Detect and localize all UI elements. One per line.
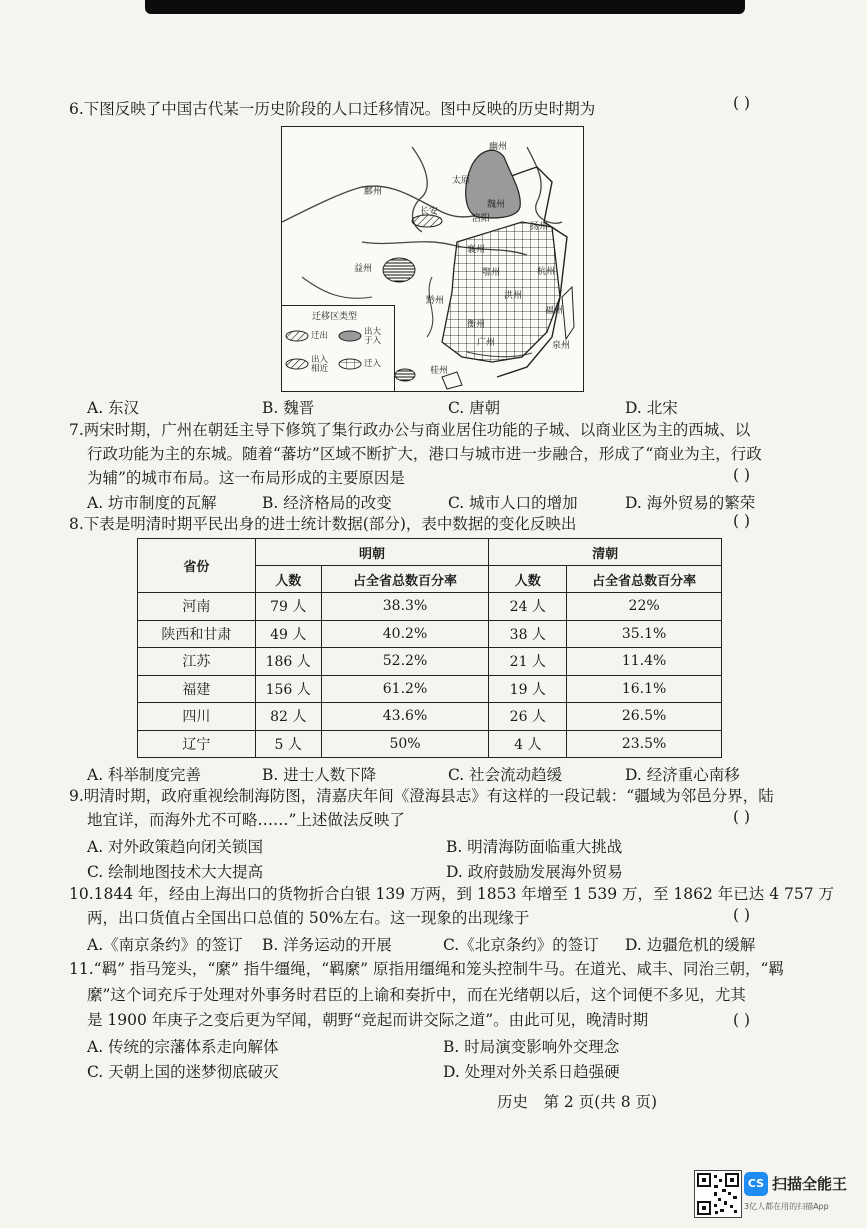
- q9-line-2: 地宜详，而海外尤不可略……”上述做法反映了: [87, 811, 405, 829]
- camscanner-tagline: 3亿人都在用的扫描App: [744, 1202, 829, 1211]
- q9-option-d[interactable]: D. 政府鼓励发展海外贸易: [446, 863, 623, 881]
- q7-line-1: 7.两宋时期，广州在朝廷主导下修筑了集行政办公与商业居住功能的子城、以商业区为主的西城、以: [69, 421, 751, 439]
- q11-line-2: 縻”这个词充斥于处理对外事务时君臣的上谕和奏折中，而在光绪朝以后，这个词便不多见，尤其: [87, 986, 746, 1004]
- table-row: [138, 675, 722, 703]
- cell-qing-count: 24 人: [489, 593, 567, 621]
- cell-qing-count: 38 人: [489, 620, 567, 648]
- place-label: 鄂州: [482, 268, 501, 278]
- header-ming-pct: 占全省总数百分率: [321, 566, 489, 593]
- q8-stem: 8.下表是明清时期平民出身的进士统计数据(部分)，表中数据的变化反映出: [69, 515, 577, 533]
- place-label: 益州: [354, 264, 373, 274]
- legend-swatches: [282, 306, 394, 392]
- cell-ming-count: 5 人: [255, 730, 321, 758]
- place-label: 泉州: [552, 341, 571, 351]
- legend-title: 迁移区类型: [312, 312, 358, 322]
- cell-qing-count: 26 人: [489, 703, 567, 731]
- place-label: 太原: [452, 176, 471, 186]
- place-label: 洪州: [504, 291, 523, 301]
- q8-option-d[interactable]: D. 经济重心南移: [625, 766, 740, 784]
- cell-ming-count: 156 人: [255, 675, 321, 703]
- q7-answer-paren: ( ): [733, 466, 751, 484]
- cell-qing-pct: 23.5%: [567, 730, 722, 758]
- q11-option-b[interactable]: B. 时局演变影响外交理念: [443, 1038, 620, 1056]
- cell-qing-count: 4 人: [489, 730, 567, 758]
- place-label: 杭州: [537, 267, 556, 277]
- cell-province: 江苏: [138, 648, 256, 676]
- cell-ming-pct: 50%: [321, 730, 489, 758]
- q8-option-b[interactable]: B. 进士人数下降: [262, 766, 377, 784]
- q11-line-1: 11.“羁” 指马笼头，“縻” 指牛缰绳，“羁縻” 原指用缰绳和笼头控制牛马。在道光、咸丰、同治三朝，“羁: [69, 960, 784, 978]
- cell-province: 河南: [138, 593, 256, 621]
- legend-out: 迁出: [311, 331, 329, 341]
- cell-ming-count: 79 人: [255, 593, 321, 621]
- header-province: 省份: [138, 539, 256, 593]
- cell-qing-pct: 16.1%: [567, 675, 722, 703]
- q11-option-a[interactable]: A. 传统的宗藩体系走向解体: [87, 1038, 279, 1056]
- cell-province: 福建: [138, 675, 256, 703]
- place-label: 桂州: [430, 366, 449, 376]
- q8-answer-paren: ( ): [733, 512, 751, 530]
- q9-option-b[interactable]: B. 明清海防面临重大挑战: [446, 838, 623, 856]
- place-label: 洛阳: [472, 214, 491, 224]
- q7-option-b[interactable]: B. 经济格局的改变: [262, 494, 392, 512]
- camscanner-name: 扫描全能王: [772, 1175, 848, 1193]
- q7-option-c[interactable]: C. 城市人口的增加: [448, 494, 578, 512]
- cell-qing-pct: 11.4%: [567, 648, 722, 676]
- scan-top-edge: [145, 0, 745, 14]
- place-label: 福州: [545, 306, 564, 316]
- q10-option-a[interactable]: A.《南京条约》的签订: [87, 936, 243, 954]
- legend-net-out: 出大于入: [364, 327, 382, 346]
- place-label: 衡州: [467, 320, 486, 330]
- cell-ming-pct: 40.2%: [321, 620, 489, 648]
- header-ming: 明朝: [255, 539, 489, 566]
- header-qing: 清朝: [489, 539, 722, 566]
- q11-option-c[interactable]: C. 天朝上国的迷梦彻底破灭: [87, 1063, 279, 1081]
- cell-ming-count: 49 人: [255, 620, 321, 648]
- table-row: [138, 703, 722, 731]
- header-qing-count: 人数: [489, 566, 567, 593]
- page-footer: 历史 第 2 页(共 8 页): [497, 1093, 658, 1111]
- cell-ming-pct: 43.6%: [321, 703, 489, 731]
- q10-answer-paren: ( ): [733, 906, 751, 924]
- q7-option-a[interactable]: A. 坊市制度的瓦解: [87, 494, 217, 512]
- q7-option-d[interactable]: D. 海外贸易的繁荣: [625, 494, 756, 512]
- q7-line-2: 行政功能为主的东城。随着“蕃坊”区域不断扩大，港口与城市进一步融合，形成了“商业为主，行政: [87, 445, 762, 463]
- q11-option-d[interactable]: D. 处理对外关系日趋强硬: [443, 1063, 620, 1081]
- legend-in: 迁入: [364, 359, 382, 369]
- legend-balanced: 出入相近: [311, 355, 329, 374]
- cell-ming-pct: 61.2%: [321, 675, 489, 703]
- table-row: [138, 620, 722, 648]
- header-ming-count: 人数: [255, 566, 321, 593]
- q6-option-a[interactable]: A. 东汉: [87, 399, 140, 417]
- cell-qing-pct: 26.5%: [567, 703, 722, 731]
- place-label: 扬州: [530, 222, 549, 232]
- q6-option-b[interactable]: B. 魏晋: [262, 399, 315, 417]
- place-label: 广州: [477, 338, 496, 348]
- q10-line-1: 10.1844 年，经由上海出口的货物折合白银 139 万两，到 1853 年增至 1 539 万，至 1862 年已达 4 757 万: [69, 885, 835, 903]
- q6-stem: 6.下图反映了中国古代某一历史阶段的人口迁移情况。图中反映的历史时期为: [69, 100, 596, 118]
- cell-ming-count: 82 人: [255, 703, 321, 731]
- place-label: 魏州: [487, 200, 506, 210]
- q11-answer-paren: ( ): [733, 1011, 751, 1029]
- q6-option-d[interactable]: D. 北宋: [625, 399, 678, 417]
- migration-map: [281, 126, 584, 392]
- q10-line-2: 两，出口货值占全国出口总值的 50%左右。这一现象的出现缘于: [87, 909, 530, 927]
- qr-code-icon: [694, 1170, 742, 1218]
- cell-province: 四川: [138, 703, 256, 731]
- place-label: 襄州: [467, 245, 486, 255]
- table-row: [138, 648, 722, 676]
- cell-ming-pct: 38.3%: [321, 593, 489, 621]
- q6-answer-paren: ( ): [733, 94, 751, 112]
- q7-line-3: 为辅”的城市布局。这一布局形成的主要原因是: [87, 469, 405, 487]
- cell-qing-count: 19 人: [489, 675, 567, 703]
- camscanner-logo-icon: CS: [744, 1172, 768, 1196]
- q10-option-d[interactable]: D. 边疆危机的缓解: [625, 936, 756, 954]
- q9-answer-paren: ( ): [733, 808, 751, 826]
- place-label: 黔州: [426, 296, 445, 306]
- jinshi-table: [137, 538, 722, 758]
- table-row: [138, 593, 722, 621]
- map-legend: [282, 305, 395, 392]
- cell-province: 辽宁: [138, 730, 256, 758]
- q10-option-c[interactable]: C.《北京条约》的签订: [443, 936, 599, 954]
- place-label: 幽州: [489, 142, 508, 152]
- q6-option-c[interactable]: C. 唐朝: [448, 399, 501, 417]
- cell-qing-pct: 22%: [567, 593, 722, 621]
- table-row: [138, 730, 722, 758]
- header-qing-pct: 占全省总数百分率: [567, 566, 722, 593]
- cell-province: 陕西和甘肃: [138, 620, 256, 648]
- q8-option-c[interactable]: C. 社会流动趋缓: [448, 766, 563, 784]
- place-label: 鄜州: [364, 187, 383, 197]
- cell-qing-count: 21 人: [489, 648, 567, 676]
- q11-line-3: 是 1900 年庚子之变后更为罕闻，朝野“竞起而讲交际之道”。由此可见，晚清时期: [87, 1011, 649, 1029]
- cell-ming-count: 186 人: [255, 648, 321, 676]
- q8-option-a[interactable]: A. 科举制度完善: [87, 766, 202, 784]
- q10-option-b[interactable]: B. 洋务运动的开展: [262, 936, 392, 954]
- cell-qing-pct: 35.1%: [567, 620, 722, 648]
- q9-option-c[interactable]: C. 绘制地图技术大大提高: [87, 863, 264, 881]
- q9-option-a[interactable]: A. 对外政策趋向闭关锁国: [87, 838, 264, 856]
- cell-ming-pct: 52.2%: [321, 648, 489, 676]
- place-label: 长安: [420, 207, 439, 217]
- q9-line-1: 9.明清时期，政府重视绘制海防图，清嘉庆年间《澄海县志》有这样的一段记载：“疆域为邻邑分界，陆: [69, 787, 774, 805]
